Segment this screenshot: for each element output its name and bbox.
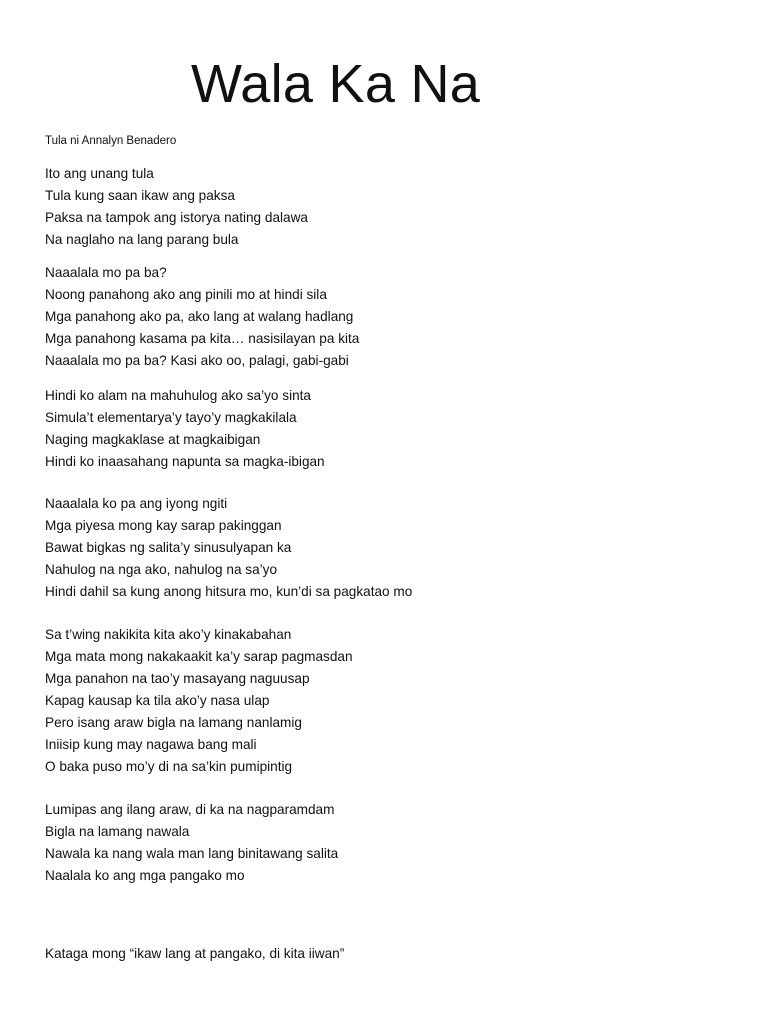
poem-line: Naalala ko ang mga pangako mo bbox=[45, 868, 245, 883]
poem-line: Pero isang araw bigla na lamang nanlamig bbox=[45, 715, 302, 730]
stanza-6 bbox=[45, 799, 338, 887]
poem-title: Wala Ka Na bbox=[191, 54, 481, 114]
stanza-4 bbox=[45, 493, 412, 603]
poem-line: Nahulog na nga ako, nahulog na sa’yo bbox=[45, 562, 278, 577]
poem-line: Naaalala ko pa ang iyong ngiti bbox=[45, 496, 228, 511]
poem-line: Ito ang unang tula bbox=[45, 166, 154, 181]
poem-line: Tula kung saan ikaw ang paksa bbox=[45, 188, 235, 203]
poem-line: Kataga mong “ikaw lang at pangako, di kita iiwan” bbox=[45, 946, 345, 961]
poem-line: Mga piyesa mong kay sarap pakinggan bbox=[45, 518, 282, 533]
poem-line: Mga panahon na tao’y masayang naguusap bbox=[45, 671, 310, 686]
stanza-5 bbox=[45, 624, 353, 778]
poem-line: Iniisip kung may nagawa bang mali bbox=[45, 737, 257, 752]
poem-line: Na naglaho na lang parang bula bbox=[45, 232, 239, 247]
stanza-3 bbox=[45, 385, 325, 473]
poem-line: Hindi ko alam na mahuhulog ako sa’yo sinta bbox=[45, 388, 311, 403]
poem-line: Noong panahong ako ang pinili mo at hindi sila bbox=[45, 287, 327, 302]
stanza-1 bbox=[45, 163, 308, 251]
poem-line: Mga panahong kasama pa kita… nasisilayan pa kita bbox=[45, 331, 360, 346]
stanza-7 bbox=[45, 943, 344, 965]
poem-line: Nawala ka nang wala man lang binitawang salita bbox=[45, 846, 339, 861]
poem-line: Bigla na lamang nawala bbox=[45, 824, 190, 839]
poem-line: Mga panahong ako pa, ako lang at walang hadlang bbox=[45, 309, 354, 324]
poem-line: Mga mata mong nakakaakit ka’y sarap pagmasdan bbox=[45, 649, 353, 664]
poem-line: O baka puso mo’y di na sa’kin pumipintig bbox=[45, 759, 293, 774]
poem-line: Paksa na tampok ang istorya nating dalawa bbox=[45, 210, 308, 225]
poem-line: Bawat bigkas ng salita’y sinusulyapan ka bbox=[45, 540, 292, 555]
poem-line: Lumipas ang ilang araw, di ka na nagparamdam bbox=[45, 802, 335, 817]
poem-byline: Tula ni Annalyn Benadero bbox=[45, 135, 177, 147]
poem-line: Naaalala mo pa ba? bbox=[45, 265, 167, 280]
poem-line: Kapag kausap ka tila ako’y nasa ulap bbox=[45, 693, 270, 708]
poem-line: Naaalala mo pa ba? Kasi ako oo, palagi, gabi-gabi bbox=[45, 353, 349, 368]
poem-line: Hindi dahil sa kung anong hitsura mo, kun’di sa pagkatao mo bbox=[45, 584, 413, 599]
poem-line: Simula’t elementarya’y tayo’y magkakilala bbox=[45, 410, 297, 425]
poem-line: Hindi ko inaasahang napunta sa magka-ibigan bbox=[45, 454, 325, 469]
poem-line: Naging magkaklase at magkaibigan bbox=[45, 432, 261, 447]
poem-line: Sa t’wing nakikita kita ako’y kinakabahan bbox=[45, 627, 292, 642]
stanza-2 bbox=[45, 262, 359, 372]
